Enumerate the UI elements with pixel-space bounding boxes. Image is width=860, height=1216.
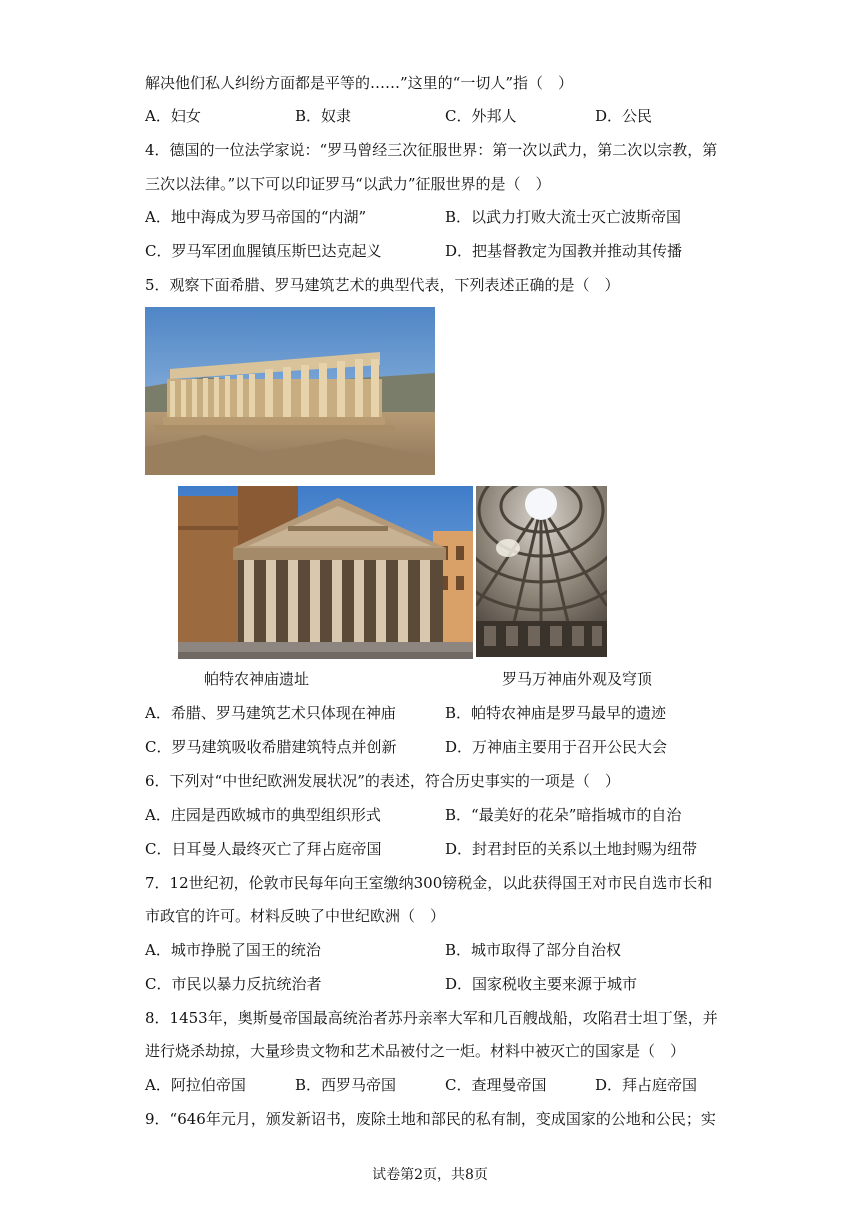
q3-option-a: A．妇女: [145, 107, 201, 125]
q7-option-b: B．城市取得了部分自治权: [445, 941, 622, 959]
q3-option-c: C．外邦人: [445, 107, 517, 125]
pantheon-exterior-photo: [178, 486, 473, 659]
q6-option-a: A．庄园是西欧城市的典型组织形式: [145, 806, 381, 824]
q7-stem-line1: 7．12世纪初，伦敦市民每年向王室缴纳300镑税金，以此获得国王对市民自选市长和: [145, 874, 713, 892]
q8-option-d: D．拜占庭帝国: [595, 1076, 698, 1094]
q3-stem-tail: 解决他们私人纠纷方面都是平等的……”这里的“一切人”指（ ）: [145, 74, 574, 92]
q4-option-c: C．罗马军团血腥镇压斯巴达克起义: [145, 242, 382, 260]
q3-option-d: D．公民: [595, 107, 653, 125]
q4-option-b: B．以武力打败大流士灭亡波斯帝国: [445, 208, 682, 226]
parthenon-photo: [145, 307, 435, 475]
q5-stem: 5．观察下面希腊、罗马建筑艺术的典型代表，下列表述正确的是（ ）: [145, 276, 620, 294]
parthenon-caption: 帕特农神庙遗址: [204, 670, 310, 688]
q6-option-b: B．“最美好的花朵”暗指城市的自治: [445, 806, 682, 824]
q4-option-d: D．把基督教定为国教并推动其传播: [445, 242, 683, 260]
q5-option-c: C．罗马建筑吸收希腊建筑特点并创新: [145, 738, 397, 756]
q5-option-b: B．帕特农神庙是罗马最早的遗迹: [445, 704, 667, 722]
q6-option-c: C．日耳曼人最终灭亡了拜占庭帝国: [145, 840, 382, 858]
pantheon-dome-photo: [476, 486, 607, 657]
q8-stem-line1: 8．1453年，奥斯曼帝国最高统治者苏丹亲率大军和几百艘战船，攻陷君士坦丁堡，并: [145, 1009, 718, 1027]
q8-option-b: B．西罗马帝国: [295, 1076, 397, 1094]
q5-option-d: D．万神庙主要用于召开公民大会: [445, 738, 668, 756]
q4-stem-line1: 4．德国的一位法学家说：“罗马曾经三次征服世界：第一次以武力，第二次以宗教，第: [145, 141, 718, 159]
page-footer: 试卷第2页，共8页: [372, 1167, 488, 1183]
q6-option-d: D．封君封臣的关系以土地封赐为纽带: [445, 840, 698, 858]
pantheon-caption: 罗马万神庙外观及穹顶: [502, 670, 653, 688]
q7-stem-line2: 市政官的许可。材料反映了中世纪欧洲（ ）: [145, 907, 446, 925]
q6-stem: 6．下列对“中世纪欧洲发展状况”的表述，符合历史事实的一项是（ ）: [145, 772, 620, 790]
q4-option-a: A．地中海成为罗马帝国的“内湖”: [145, 208, 367, 226]
q5-option-a: A．希腊、罗马建筑艺术只体现在神庙: [145, 704, 396, 722]
q9-stem: 9．“646年元月，颁发新诏书，废除土地和部民的私有制，变成国家的公地和公民；实: [145, 1110, 716, 1128]
q8-option-c: C．查理曼帝国: [445, 1076, 547, 1094]
q7-option-a: A．城市挣脱了国王的统治: [145, 941, 321, 959]
q8-option-a: A．阿拉伯帝国: [145, 1076, 246, 1094]
q8-stem-line2: 进行烧杀劫掠，大量珍贵文物和艺术品被付之一炬。材料中被灭亡的国家是（ ）: [145, 1042, 686, 1060]
q3-option-b: B．奴隶: [295, 107, 352, 125]
q7-option-c: C．市民以暴力反抗统治者: [145, 975, 322, 993]
q7-option-d: D．国家税收主要来源于城市: [445, 975, 638, 993]
q4-stem-line2: 三次以法律。”以下可以印证罗马“以武力”征服世界的是（ ）: [145, 175, 551, 193]
